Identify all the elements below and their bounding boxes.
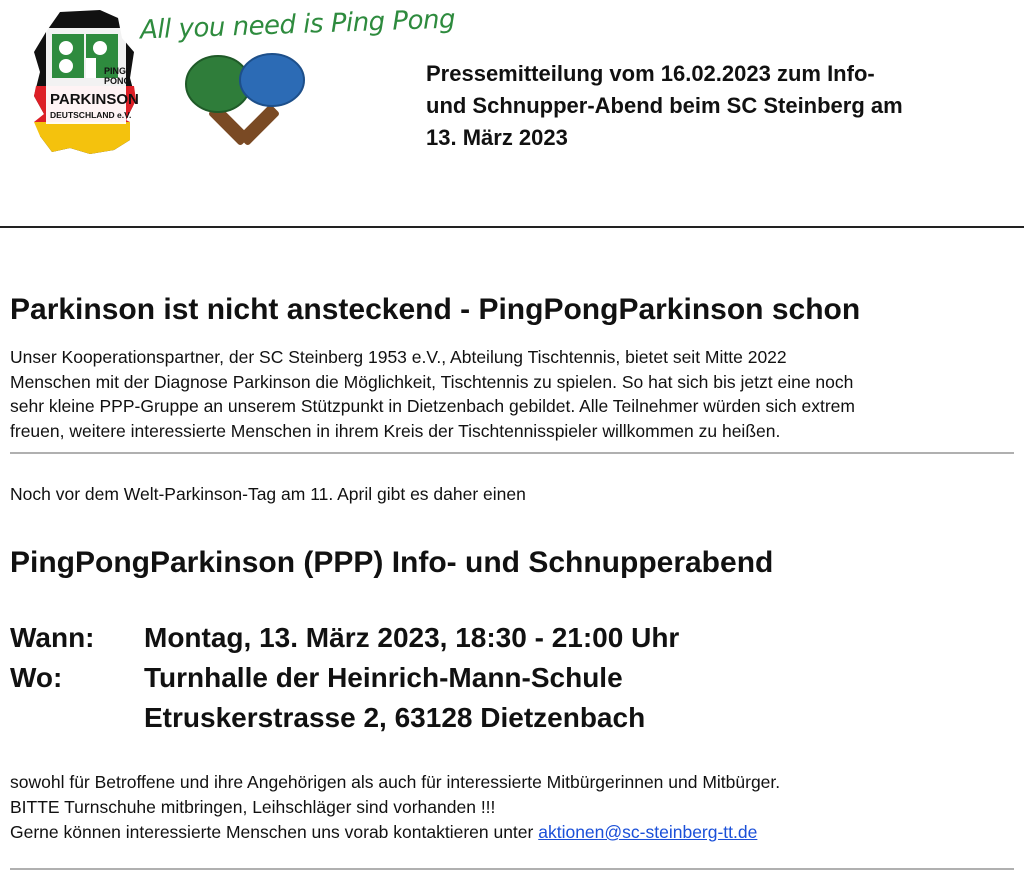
intro-line: freuen, weitere interessierte Menschen in ihrem Kreis der Tischtennisspieler willkommen zu heißen.: [10, 420, 781, 441]
contact-email-link[interactable]: aktionen@sc-steinberg-tt.de: [538, 822, 758, 842]
notice-text: Noch vor dem Welt-Parkinson-Tag am 11. April gibt es daher einen: [10, 484, 526, 504]
press-title-line: 13. März 2023: [426, 125, 568, 150]
footer-paragraph: [10, 770, 1020, 845]
footer-line: sowohl für Betroffene und ihre Angehörigen als auch für interessierte Mitbürgerinnen und Mitbürger.: [10, 772, 781, 792]
intro-line: Unser Kooperationspartner, der SC Steinberg 1953 e.V., Abteilung Tischtennis, bietet seit Mitte 2022: [10, 347, 787, 367]
footer-line: BITTE Turnschuhe mitbringen, Leihschläger sind vorhanden !!!: [10, 797, 496, 817]
footer-line-contact: [10, 820, 1020, 845]
press-title-line: und Schnupper-Abend beim SC Steinberg am: [426, 93, 903, 118]
when-label: Wann:: [10, 622, 95, 653]
ping-pong-parkinson-logo: [30, 8, 140, 156]
header-divider: [0, 226, 1024, 228]
intro-paragraph: [10, 345, 1020, 443]
press-release-title: [426, 58, 1016, 154]
intro-line: sehr kleine PPP-Gruppe an unserem Stützpunkt in Dietzenbach gebildet. Alle Teilnehmer würden sich extrem: [10, 396, 855, 416]
slogan: All you need is Ping Pong: [139, 4, 456, 46]
main-heading: Parkinson ist nicht ansteckend - PingPongParkinson schon: [10, 293, 861, 326]
germany-map-logo-icon: [30, 8, 140, 156]
ping-pong-paddles-icon: [180, 50, 310, 150]
logo-text-parkinson: PARKINSON: [50, 91, 139, 108]
where-venue: Turnhalle der Heinrich-Mann-Schule: [144, 662, 623, 693]
press-title-line: Pressemitteilung vom 16.02.2023 zum Info-: [426, 61, 875, 86]
logo-text-ping: PING: [104, 66, 127, 76]
event-heading: PingPongParkinson (PPP) Info- und Schnupperabend: [10, 546, 774, 579]
where-address: Etruskerstrasse 2, 63128 Dietzenbach: [144, 702, 646, 733]
where-label: Wo:: [10, 662, 63, 693]
intro-line: Menschen mit der Diagnose Parkinson die Möglichkeit, Tischtennis zu spielen. So hat sich bis jetzt eine noch: [10, 371, 854, 392]
logo-text-deutschland: DEUTSCHLAND e.V.: [50, 110, 132, 120]
contact-prefix: Gerne können interessierte Menschen uns vorab kontaktieren unter: [10, 822, 539, 842]
when-value: Montag, 13. März 2023, 18:30 - 21:00 Uhr: [144, 622, 680, 653]
footer-divider: [10, 868, 1014, 870]
section-divider: [10, 452, 1014, 454]
logo-text-pong: PONG: [104, 76, 131, 86]
